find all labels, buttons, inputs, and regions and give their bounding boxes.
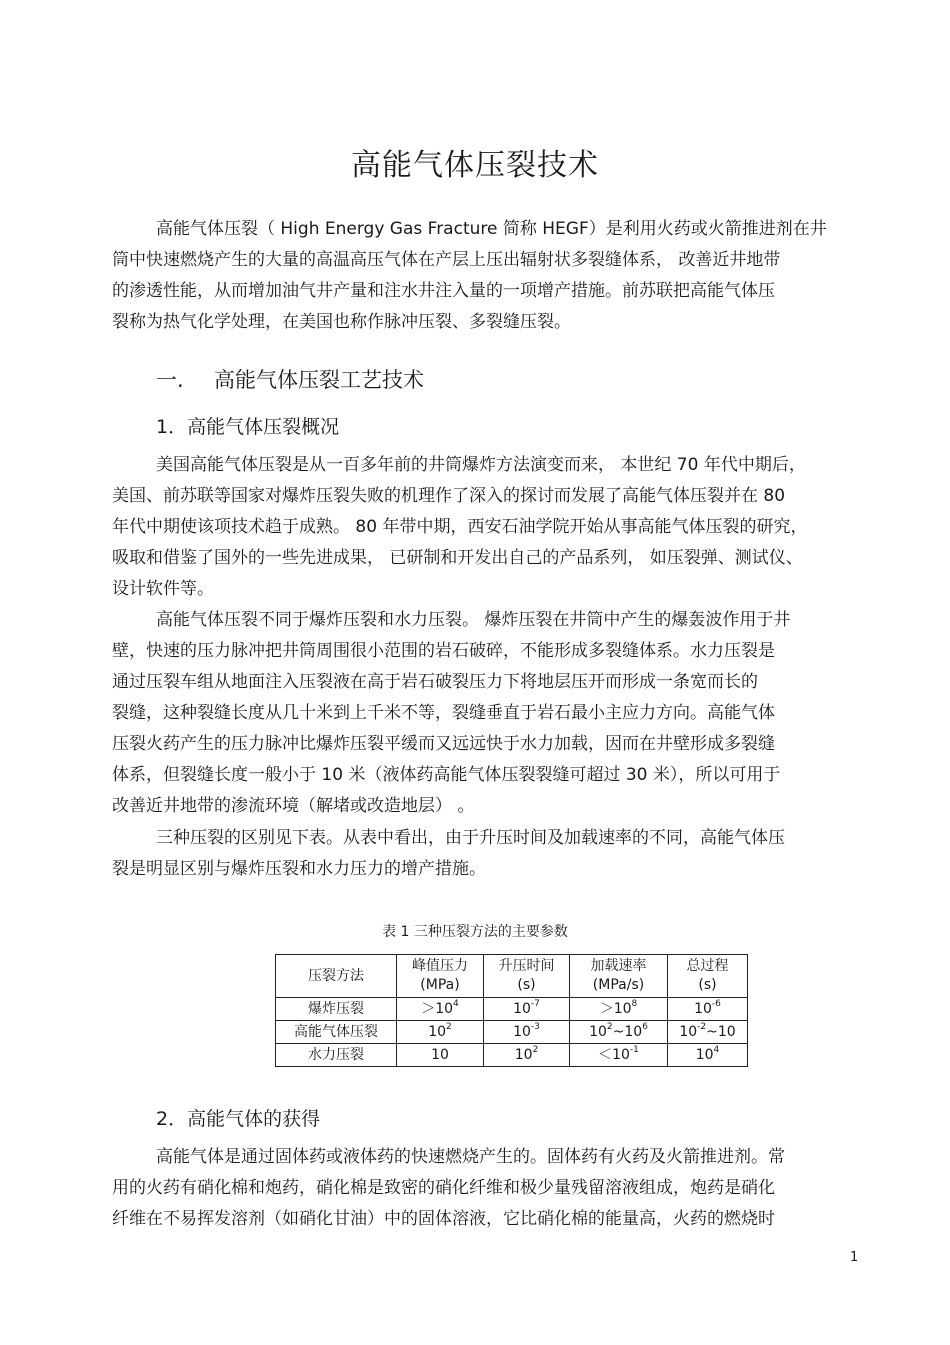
comparison-paragraph (112, 605, 864, 822)
subsection-heading: 2．高能气体的获得 (156, 1108, 321, 1130)
table-cell: $10^{-2}\sim 10$ (668, 1021, 748, 1044)
text-line: 体系，但裂缝长度一般小于 10 米（液体药高能气体压裂裂缝可超过 30 米），所以可用于 (112, 765, 781, 785)
text-line: 年代中期使该项技术趋于成熟。 80 年带中期，西安石油学院开始从事高能气体压裂的研究， (112, 517, 808, 537)
text-line: 通过压裂车组从地面注入压裂液在高于岩石破裂压力下将地层压开而形成一条宽而长的 (112, 672, 758, 692)
table-caption: 表 1 三种压裂方法的主要参数 (382, 924, 568, 940)
table-row (276, 1021, 748, 1044)
text-line: 高能气体压裂不同于爆炸压裂和水力压裂。 爆炸压裂在井筒中产生的爆轰波作用于井 (156, 610, 791, 630)
text-line: 筒中快速燃烧产生的大量的高温高压气体在产层上压出辐射状多裂缝体系， 改善近井地带 (112, 250, 781, 270)
text-line: 美国高能气体压裂是从一百多年前的井筒爆炸方法演变而来， 本世纪 70 年代中期后， (156, 455, 806, 475)
page-number: 1 (850, 1250, 859, 1265)
table-cell: $10^2$ (484, 1044, 570, 1067)
text-line: 用的火药有硝化棉和炮药，硝化棉是致密的硝化纤维和极少量残留溶液组成，炮药是硝化 (112, 1178, 775, 1198)
table-cell: $10^{-6}$ (668, 998, 748, 1021)
text-line: 设计软件等。 (112, 579, 214, 599)
section-heading (156, 366, 424, 394)
text-line: 裂称为热气化学处理，在美国也称作脉冲压裂、多裂缝压裂。 (112, 312, 571, 332)
table-header-row (276, 955, 748, 998)
text-line: 纤维在不易挥发溶剂（如硝化甘油）中的固体溶液，它比硝化棉的能量高，火药的燃烧时 (112, 1209, 775, 1229)
table-row (276, 1044, 748, 1067)
header-cell: 加载速率 (MPa/s) (570, 955, 668, 998)
overview-paragraph (112, 450, 864, 605)
header-cell: 压裂方法 (276, 955, 397, 998)
header-cell: 升压时间 (s) (484, 955, 570, 998)
table-cell: 高能气体压裂 (276, 1021, 397, 1044)
document-title: 高能气体压裂技术 (351, 148, 599, 183)
gas-source-paragraph (112, 1142, 864, 1235)
text-line: 裂缝，这种裂缝长度从几十米到上千米不等，裂缝垂直于岩石最小主应力方向。高能气体 (112, 703, 775, 723)
table-intro-paragraph (112, 823, 864, 885)
table-cell: $>10^8$ (570, 998, 668, 1021)
text-line: 的渗透性能，从而增加油气井产量和注水井注入量的一项增产措施。前苏联把高能气体压 (112, 281, 775, 301)
section-number: 一. (156, 368, 184, 392)
text-line: 壁，快速的压力脉冲把井筒周围很小范围的岩石破碎，不能形成多裂缝体系。水力压裂是 (112, 641, 775, 661)
text-line: 高能气体是通过固体药或液体药的快速燃烧产生的。固体药有火药及火箭推进剂。常 (156, 1147, 785, 1167)
text-line: 压裂火药产生的压力脉冲比爆炸压裂平缓而又远远快于水力加载，因而在井壁形成多裂缝 (112, 734, 775, 754)
intro-paragraph (112, 214, 864, 338)
header-cell: 峰值压力 (MPa) (397, 955, 484, 998)
text-line: 改善近井地带的渗流环境（解堵或改造地层） 。 (112, 796, 475, 816)
text-line: 吸取和借鉴了国外的一些先进成果， 已研制和开发出自己的产品系列， 如压裂弹、测试仪、 (112, 548, 803, 568)
table-cell: 爆炸压裂 (276, 998, 397, 1021)
section-title: 高能气体压裂工艺技术 (214, 368, 424, 392)
text-line: 三种压裂的区别见下表。从表中看出，由于升压时间及加载速率的不同，高能气体压 (156, 828, 785, 848)
text-line: 美国、前苏联等国家对爆炸压裂失败的机理作了深入的探讨而发展了高能气体压裂并在 80 (112, 486, 786, 506)
table-cell: $>10^4$ (397, 998, 484, 1021)
subsection-heading: 1．高能气体压裂概况 (156, 416, 340, 438)
table-cell: 10 (397, 1044, 484, 1067)
header-cell: 总过程 (s) (668, 955, 748, 998)
table-cell: 水力压裂 (276, 1044, 397, 1067)
parameters-table (275, 954, 748, 1067)
text-line: 裂是明显区别与爆炸压裂和水力压力的增产措施。 (112, 859, 486, 879)
table-cell: $10^{-7}$ (484, 998, 570, 1021)
table-cell: $<10^{-1}$ (570, 1044, 668, 1067)
table-cell: $10^4$ (668, 1044, 748, 1067)
table-cell: $10^2\sim 10^6$ (570, 1021, 668, 1044)
table-row (276, 998, 748, 1021)
table-cell: $10^{-3}$ (484, 1021, 570, 1044)
table-cell: $10^2$ (397, 1021, 484, 1044)
text-line: 高能气体压裂（ High Energy Gas Fracture 简称 HEGF）是利用火药或火箭推进剂在井 (156, 219, 827, 239)
